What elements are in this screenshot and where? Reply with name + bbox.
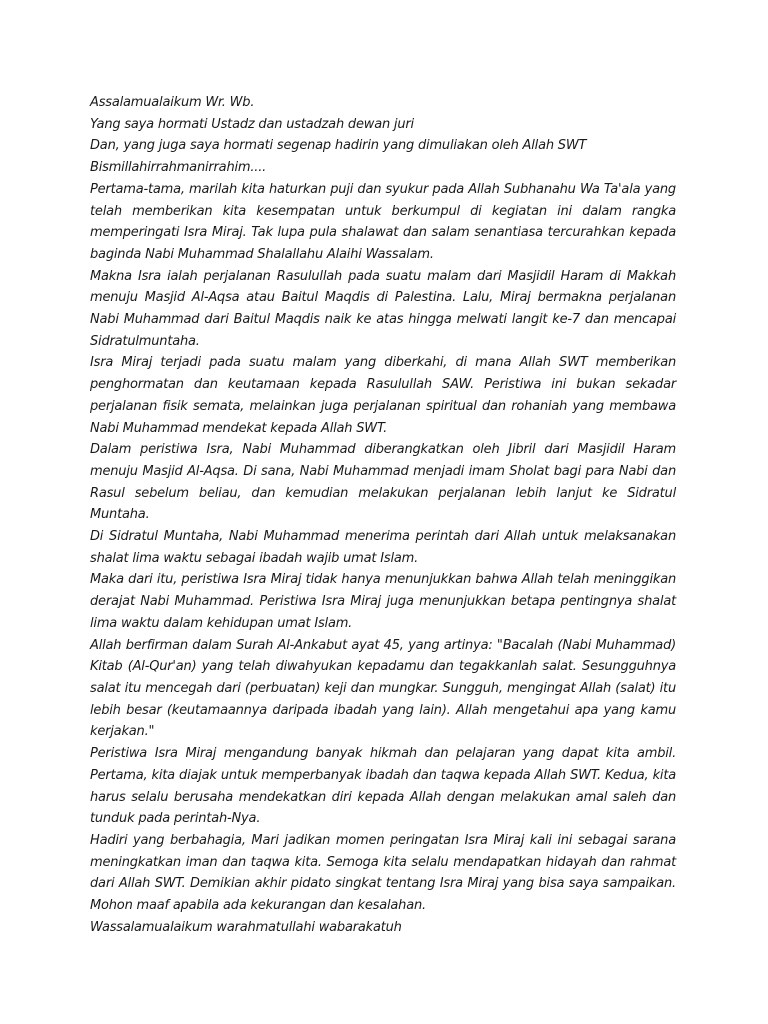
paragraph-quran-verse: Allah berfirman dalam Surah Al-Ankabut ayat 45, yang artinya: "Bacalah (Nabi Muhammad) Kitab (Al-Qur'an) yang telah diwahyukan kepadamu dan tegakkanlah salat. Sesungguhnya salat itu mencegah dari (perbuatan) keji dan mungkar. Sungguh, mengingat Allah (salat) itu lebih besar (keutamaannya daripada ibadah yang lain). Allah mengetahui apa yang kamu kerjakan." xyxy=(90,637,676,740)
paragraph-event: Isra Miraj terjadi pada suatu malam yang diberkahi, di mana Allah SWT memberikan penghormatan dan keutamaan kepada Rasulullah SAW. Peristiwa ini bukan sekadar perjalanan fisik semata, melainkan juga perjalanan spiritual dan rohaniah yang membawa Nabi Muhammad mendekat kepada Allah SWT. xyxy=(90,355,676,436)
paragraph-sidratul: Di Sidratul Muntaha, Nabi Muhammad menerima perintah dari Allah untuk melaksanakan shalat lima waktu sebagai ibadah wajib umat Islam. xyxy=(90,529,676,566)
paragraph-lessons: Peristiwa Isra Miraj mengandung banyak hikmah dan pelajaran yang dapat kita ambil. Pertama, kita diajak untuk memperbanyak ibadah dan taqwa kepada Allah SWT. Kedua, kita harus selalu berusaha mendekatkan diri kepada Allah dengan melakukan amal saleh dan tunduk pada perintah-Nya. xyxy=(90,746,676,827)
greeting-opening: Assalamualaikum Wr. Wb. xyxy=(90,95,255,110)
address-judges: Yang saya hormati Ustadz dan ustadzah dewan juri xyxy=(90,116,414,132)
greeting-closing: Wassalamualaikum warahmatullahi wabarakatuh xyxy=(90,919,402,935)
paragraph-isra: Dalam peristiwa Isra, Nabi Muhammad diberangkatkan oleh Jibril dari Masjidil Haram menuju Masjid Al-Aqsa. Di sana, Nabi Muhammad menjadi imam Sholat bagi para Nabi dan Rasul sebelum beliau, dan kemudian melakukan perjalanan lebih lanjut ke Sidratul Muntaha. xyxy=(90,442,676,523)
paragraph-opening: Pertama-tama, marilah kita haturkan puji dan syukur pada Allah Subhanahu Wa Ta'ala yang telah memberikan kita kesempatan untuk berkumpul di kegiatan ini dalam rangka memperingati Isra Miraj. Tak lupa pula shalawat dan salam senantiasa tercurahkan kepada baginda Nabi Muhammad Shalallahu Alaihi Wassalam. xyxy=(90,181,676,262)
address-audience: Dan, yang juga saya hormati segenap hadirin yang dimuliakan oleh Allah SWT xyxy=(90,138,587,154)
document-body xyxy=(90,92,676,938)
paragraph-conclusion-prayer: Maka dari itu, peristiwa Isra Miraj tidak hanya menunjukkan bahwa Allah telah meninggikan derajat Nabi Muhammad. Peristiwa Isra Miraj juga menunjukkan betapa pentingnya shalat lima waktu dalam kehidupan umat Islam. xyxy=(90,572,676,631)
paragraph-closing: Hadiri yang berbahagia, Mari jadikan momen peringatan Isra Miraj kali ini sebagai sarana meningkatkan iman dan taqwa kita. Semoga kita selalu mendapatkan hidayah dan rahmat dari Allah SWT. Demikian akhir pidato singkat tentang Isra Miraj yang bisa saya sampaikan. Mohon maaf apabila ada kekurangan dan kesalahan. xyxy=(90,832,676,914)
basmalah: Bismillahirrahmanirrahim.... xyxy=(90,160,267,176)
paragraph-meaning: Makna Isra ialah perjalanan Rasulullah pada suatu malam dari Masjidil Haram di Makkah menuju Masjid Al-Aqsa atau Baitul Maqdis di Palestina. Lalu, Miraj bermakna perjalanan Nabi Muhammad dari Baitul Maqdis naik ke atas hingga melwati langit ke-7 dan mencapai Sidratulmuntaha. xyxy=(90,268,676,349)
